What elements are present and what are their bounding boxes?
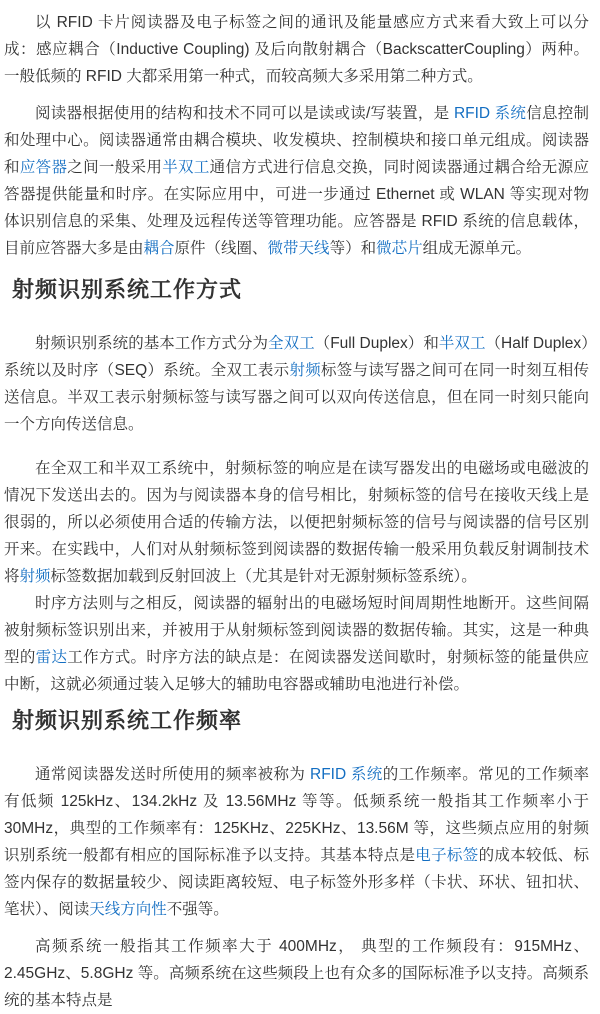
paragraph-reader-overview: 阅读器根据使用的结构和技术不同可以是读或读/写装置，是 RFID 系统信息控制和处理中心。阅读器通常由耦合模块、收发模块、控制模块和接口单元组成。阅读器和应答器之间一般采用半双工通信方式进行信息交换，同时阅读器通过耦合给无源应答器提供能量和时序。在实际应用中，可进一步通过 Ethernet 或 WLAN 等实现对物体识别信息的采集、处理及远程传送等管理功能。应答器是 RFID 系统的信息载体，目前应答器大多是由耦合原件（线圈、微带天线等）和微芯片组成无源单元。	[4, 105, 589, 257]
inline-link[interactable]: 耦合	[143, 240, 175, 257]
inline-link[interactable]: 电子标签	[415, 847, 479, 864]
paragraph-seq-method: 时序方法则与之相反，阅读器的辐射出的电磁场短时间周期性地断开。这些间隔被射频标签识别出来，并被用于从射频标签到阅读器的数据传输。其实，这是一种典型的雷达工作方式。时序方法的缺点是：在阅读器发送间歇时，射频标签的能量供应中断，这就必须通过装入足够大的辅助电容器或辅助电池进行补偿。	[4, 595, 589, 693]
section-heading-frequency: 射频识别系统工作频率	[12, 708, 243, 733]
inline-link[interactable]: 半双工	[162, 159, 210, 176]
paragraph-signal-transfer: 在全双工和半双工系统中，射频标签的响应是在读写器发出的电磁场或电磁波的情况下发送出去的。因为与阅读器本身的信号相比，射频标签的信号在接收天线上是很弱的，所以必须使用合适的传输方法，以便把射频标签的信号与阅读器的信号区别开来。在实践中，人们对从射频标签到阅读器的数据传输一般采用负载反射调制技术将射频标签数据加载到反射回波上（尤其是针对无源射频标签系统）。	[4, 460, 589, 585]
inline-link[interactable]: 雷达	[35, 649, 68, 666]
inline-link[interactable]: RFID 系统	[310, 766, 383, 783]
inline-link[interactable]: 微带天线	[267, 240, 330, 257]
inline-link[interactable]: 天线方向性	[89, 901, 167, 918]
paragraph-coupling-types: 以 RFID 卡片阅读器及电子标签之间的通讯及能量感应方式来看大致上可以分成：感应耦合（Inductive Coupling) 及后向散射耦合（BackscatterCoupling）两种。一般低频的 RFID 大都采用第一种式，而较高频大多采用第二种方式。	[4, 14, 589, 85]
paragraph-high-frequency: 高频系统一般指其工作频率大于 400MHz， 典型的工作频段有：915MHz、2.45GHz、5.8GHz 等。高频系统在这些频段上也有众多的国际标准予以支持。高频系统的基本特点是	[4, 938, 589, 1009]
inline-link[interactable]: 微芯片	[376, 240, 423, 257]
section-heading-work-mode: 射频识别系统工作方式	[12, 277, 243, 302]
paragraph-duplex-modes: 射频识别系统的基本工作方式分为全双工（Full Duplex）和半双工（Half Duplex）系统以及时序（SEQ）系统。全双工表示射频标签与读写器之间可在同一时刻互相传送信息。半双工表示射频标签与读写器之间可以双向传送信息，但在同一时刻只能向一个方向传送信息。	[4, 335, 589, 433]
inline-link[interactable]: RFID 系统	[453, 105, 527, 122]
inline-link[interactable]: 全双工	[268, 335, 315, 352]
inline-link[interactable]: 半双工	[438, 335, 486, 352]
inline-link[interactable]: 射频	[289, 362, 322, 379]
inline-link[interactable]: 应答器	[19, 159, 68, 176]
inline-link[interactable]: 射频	[19, 568, 51, 585]
paragraph-low-frequency: 通常阅读器发送时所使用的频率被称为 RFID 系统的工作频率。常见的工作频率有低频 125kHz、134.2kHz 及 13.56MHz 等等。低频系统一般指其工作频率小于 30MHz，典型的工作频率有：125KHz、225KHz、13.56M 等，这些频点应用的射频识别系统一般都有相应的国际标准予以支持。其基本特点是电子标签的成本较低、标签内保存的数据量较少、阅读距离较短、电子标签外形多样（卡状、环状、钮扣状、笔状）、阅读天线方向性不强等。	[4, 766, 589, 918]
